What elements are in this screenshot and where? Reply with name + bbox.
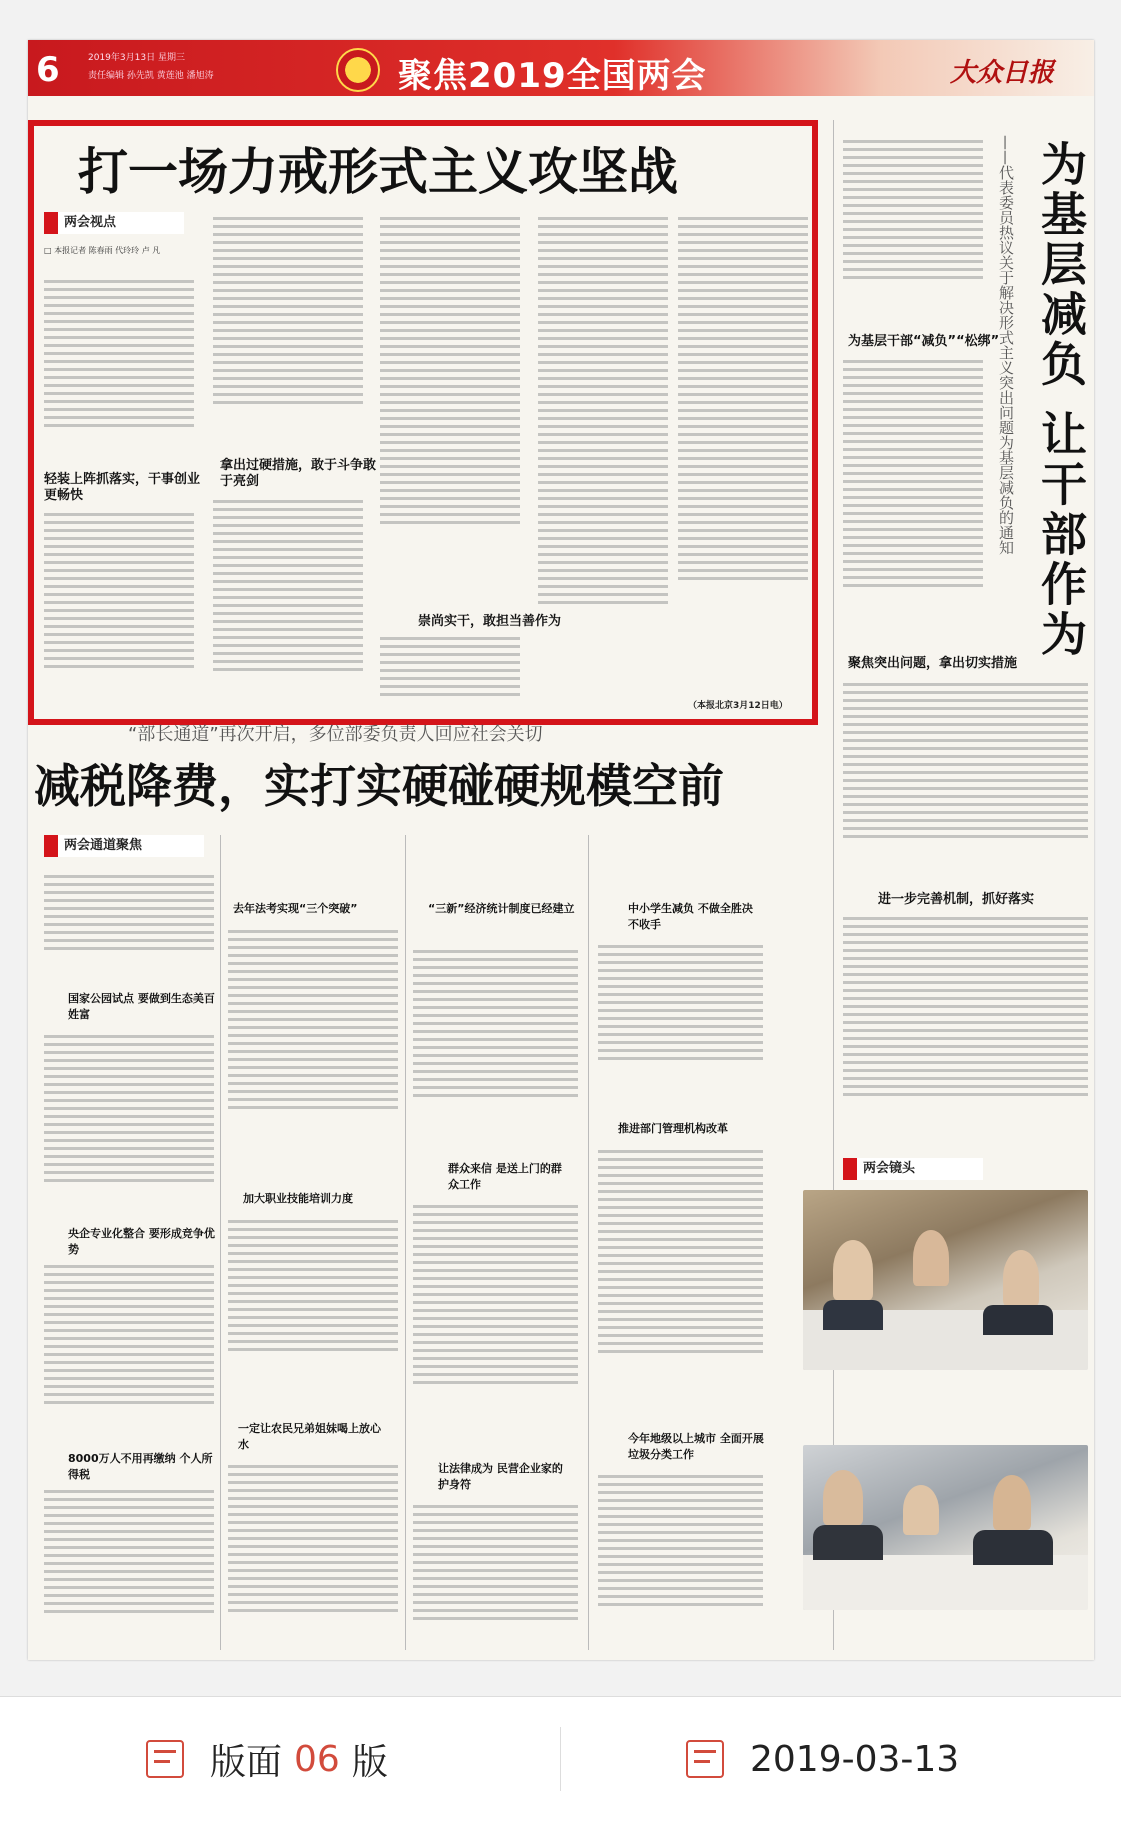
small-head: “三新”经济统计制度已经建立	[428, 902, 575, 915]
camera-tag: 两会镜头	[843, 1158, 983, 1180]
footer-bar	[0, 1696, 1121, 1822]
small-head: 推进部门管理机构改革	[618, 1122, 728, 1135]
second-tag: 两会通道聚焦	[44, 835, 204, 857]
text-column	[413, 945, 578, 1135]
newspaper-page[interactable]	[28, 40, 1094, 1660]
calendar-icon	[686, 1740, 724, 1778]
conference-photo	[803, 1190, 1088, 1370]
main-byline: □ 本报记者 陈春雨 代玲玲 卢 凡	[44, 246, 161, 255]
right-vertical-title: 为基层减负 让干部作为	[1034, 140, 1088, 661]
text-column	[44, 1260, 214, 1440]
text-column	[843, 912, 1088, 1142]
right-sub3: 进一步完善机制，抓好落实	[878, 892, 1035, 907]
page-suffix: 版	[351, 1741, 388, 1783]
page-number: 6	[36, 50, 60, 90]
text-column	[598, 1470, 763, 1640]
date-selector[interactable]	[686, 1737, 959, 1781]
column-divider	[833, 120, 834, 1650]
date-line: 2019年3月13日 星期三	[88, 53, 185, 63]
right-sub2: 聚焦突出问题，拿出切实措施	[848, 656, 1018, 671]
text-column	[678, 212, 808, 692]
page-label: 版面	[210, 1741, 283, 1783]
text-column	[213, 212, 363, 452]
main-sub2: 拿出过硬措施，敢于斗争敢于亮剑	[220, 458, 377, 489]
text-column	[413, 1200, 578, 1430]
text-column	[213, 495, 363, 715]
column-divider	[588, 835, 589, 1650]
issue-date: 2019-03-13	[750, 1738, 960, 1780]
national-emblem-icon	[336, 48, 380, 92]
main-sub3: 崇尚实干，敢担当善作为	[418, 614, 562, 629]
main-headline: 打一场力戒形式主义攻坚战	[78, 142, 678, 201]
small-head: 中小学生减负 不做全胜决不收手	[628, 902, 753, 931]
small-head: 央企专业化整合 要形成竞争优势	[68, 1227, 215, 1256]
footer-divider	[560, 1727, 561, 1791]
text-column	[380, 212, 520, 602]
masthead	[28, 40, 1094, 96]
text-column	[228, 925, 398, 1155]
small-head: 群众来信 是送上门的群众工作	[448, 1162, 562, 1191]
page-value: 06	[294, 1738, 340, 1780]
text-column	[598, 940, 763, 1090]
section-title: 聚焦2019全国两会	[398, 56, 707, 96]
text-column	[228, 1460, 398, 1650]
text-column	[843, 135, 983, 315]
small-head: 国家公园试点 要做到生态美百姓富	[68, 992, 215, 1021]
small-head: 去年法考实现“三个突破”	[233, 902, 358, 915]
text-column	[598, 1145, 763, 1405]
editor-line: 责任编辑 孙先凯 黄莲池 潘旭涛	[88, 71, 214, 81]
main-tag: 两会视点	[44, 212, 184, 234]
column-divider	[405, 835, 406, 1650]
text-column	[843, 678, 1088, 878]
text-column	[538, 212, 668, 712]
small-head: 8000万人不用再缴纳 个人所得税	[68, 1452, 213, 1481]
column-divider	[220, 835, 221, 1650]
text-column	[380, 632, 520, 714]
text-column	[44, 1485, 214, 1650]
right-vertical-subtitle: ——代表委员热议关于解决形式主义突出问题为基层减负的通知	[997, 135, 1015, 555]
small-head: 加大职业技能培训力度	[243, 1192, 353, 1205]
right-sub1: 为基层干部“减负”“松绑”	[848, 334, 1000, 349]
main-sub1: 轻装上阵抓落实，干事创业更畅快	[44, 472, 201, 503]
text-column	[44, 870, 214, 970]
text-column	[843, 355, 983, 645]
small-head: 今年地级以上城市 全面开展垃圾分类工作	[628, 1432, 764, 1461]
paper-logo: 大众日报	[949, 58, 1054, 88]
conference-photo	[803, 1445, 1088, 1610]
text-column	[228, 1215, 398, 1385]
text-column	[44, 275, 194, 465]
page-layout-icon	[146, 1740, 184, 1778]
text-column	[44, 1030, 214, 1220]
kicker: “部长通道”再次开启，多位部委负责人回应社会关切	[128, 724, 543, 745]
text-column	[44, 508, 194, 713]
second-headline: 减税降费，实打实硬碰硬规模空前	[34, 759, 724, 813]
small-head: 让法律成为 民营企业家的护身符	[438, 1462, 563, 1491]
page-selector[interactable]	[146, 1737, 388, 1781]
closing-note: （本报北京3月12日电）	[688, 701, 788, 711]
text-column	[413, 1500, 578, 1650]
small-head: 一定让农民兄弟姐妹喝上放心水	[238, 1422, 381, 1451]
